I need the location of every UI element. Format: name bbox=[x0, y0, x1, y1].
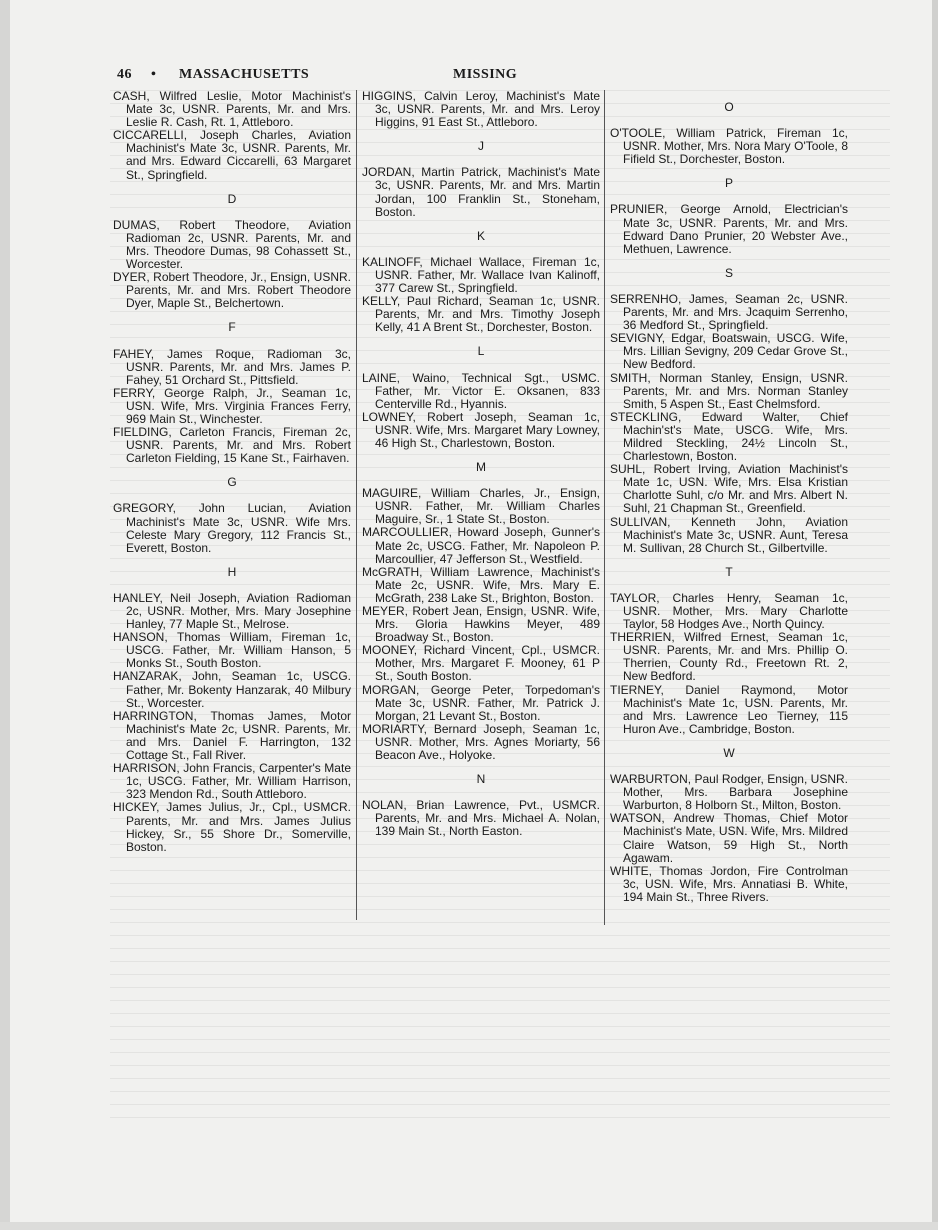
casualty-entry: CICCARELLI, Joseph Charles, Aviation Machinist's Mate 3c, USNR. Parents, Mr. and Mrs. Edward Ciccarelli, 63 Margaret St., Springfield. bbox=[113, 128, 351, 182]
alphabet-heading: K bbox=[476, 228, 485, 243]
casualty-entry: JORDAN, Martin Patrick, Machinist's Mate 3c, USNR. Parents, Mr. and Mrs. Martin Jordan, 100 Franklin St., Stoneham, Boston. bbox=[362, 165, 600, 219]
casualty-entry: HANSON, Thomas William, Fireman 1c, USCG. Father, Mr. William Hanson, 5 Monks St., South Boston. bbox=[113, 630, 351, 671]
casualty-entry: HARRISON, John Francis, Carpenter's Mate 1c, USCG. Father, Mr. William Harrison, 323 Mendon Rd., South Attleboro. bbox=[113, 761, 351, 802]
casualty-entry: TAYLOR, Charles Henry, Seaman 1c, USNR. Mother, Mrs. Mary Charlotte Taylor, 58 Hodges Ave., North Quincy. bbox=[610, 590, 848, 632]
casualty-entry: MORGAN, George Peter, Torpedoman's Mate 3c, USNR. Father, Mr. Patrick J. Morgan, 21 Levant St., Boston. bbox=[362, 682, 600, 723]
casualty-entry: NOLAN, Brian Lawrence, Pvt., USMCR. Parents, Mr. and Mrs. Michael A. Nolan, 139 Main St., North Easton. bbox=[362, 798, 600, 839]
header-bullet: • bbox=[151, 67, 157, 82]
casualty-entry: SERRENHO, James, Seaman 2c, USNR. Parents, Mr. and Mrs. Jcaquim Serrenho, 36 Medford St., Springfield. bbox=[610, 291, 848, 333]
alphabet-heading: S bbox=[724, 265, 733, 280]
casualty-entry: FIELDING, Carleton Francis, Fireman 2c, USNR. Parents, Mr. and Mrs. Robert Carleton Fielding, 15 Kane St., Fairhaven. bbox=[113, 425, 351, 466]
casualty-entry: SMITH, Norman Stanley, Ensign, USNR. Parents, Mr. and Mrs. Norman Stanley Smith, 5 Aspen St., East Chelmsford. bbox=[610, 370, 848, 411]
casualty-entry: FERRY, George Ralph, Jr., Seaman 1c, USN. Wife, Mrs. Virginia Frances Ferry, 969 Main St., Winchester. bbox=[113, 385, 351, 426]
alphabet-heading: W bbox=[723, 745, 735, 760]
page-header bbox=[113, 67, 883, 85]
casualty-entry: MAGUIRE, William Charles, Jr., Ensign, USNR. Father, Mr. William Charles Maguire, Sr., 1 State St., Boston. bbox=[362, 486, 600, 527]
casualty-entry: KELLY, Paul Richard, Seaman 1c, USNR. Parents, Mr. and Mrs. Timothy Joseph Kelly, 41 A Brent St., Dorchester, Boston. bbox=[362, 294, 600, 335]
scan-left-edge bbox=[0, 0, 10, 1230]
alphabet-heading: M bbox=[476, 460, 486, 475]
casualty-entry: LOWNEY, Robert Joseph, Seaman 1c, USNR. Wife, Mrs. Margaret Mary Lowney, 46 High St., Charlestown, Boston. bbox=[362, 409, 600, 450]
casualty-entry: HIGGINS, Calvin Leroy, Machinist's Mate 3c, USNR. Parents, Mr. and Mrs. Leroy Higgins, 91 East St., Attleboro. bbox=[362, 89, 600, 130]
casualty-entry: LAINE, Waino, Technical Sgt., USMC. Father, Mr. Victor E. Oksanen, 833 Centerville Rd., Hyannis. bbox=[362, 370, 600, 411]
casualty-entry: DUMAS, Robert Theodore, Aviation Radioman 2c, USNR. Parents, Mr. and Mrs. Theodore Dumas, 98 Cohassett St., Worcester. bbox=[113, 217, 351, 272]
casualty-entry: CASH, Wilfred Leslie, Motor Machinist's Mate 3c, USNR. Parents, Mr. and Mrs. Leslie R. Cash, Rt. 1, Attleboro. bbox=[113, 89, 351, 130]
casualty-entry: MORIARTY, Bernard Joseph, Seaman 1c, USNR. Mother, Mrs. Agnes Moriarty, 56 Beacon Ave., Holyoke. bbox=[362, 721, 600, 763]
casualty-entry: SUHL, Robert Irving, Aviation Machinist's Mate 1c, USN. Wife, Mrs. Elsa Kristian Charlotte Suhl, c/o Mr. and Mrs. Albert N. Suhl, 21 Chapman St., Greenfield. bbox=[610, 462, 848, 516]
casualty-entry: TIERNEY, Daniel Raymond, Motor Machinist's Mate 1c, USN. Parents, Mr. and Mrs. Lawrence Leo Tierney, 115 Huron Ave., Cambridge, Boston. bbox=[610, 682, 848, 736]
alphabet-heading: F bbox=[228, 320, 236, 335]
casualty-entry: KALINOFF, Michael Wallace, Fireman 1c, USNR. Father, Mr. Wallace Ivan Kalinoff, 377 Carew St., Springfield. bbox=[362, 254, 600, 296]
casualty-entry: THERRIEN, Wilfred Ernest, Seaman 1c, USNR. Parents, Mr. and Mrs. Phillip O. Therrien, County Rd., Freetown Rt. 2, New Bedford. bbox=[610, 630, 848, 684]
alphabet-heading: L bbox=[477, 344, 485, 359]
casualty-entry: GREGORY, John Lucian, Aviation Machinist's Mate 3c, USNR. Wife Mrs. Celeste Mary Gregory, 112 Francis St., Everett, Boston. bbox=[113, 501, 351, 555]
casualty-entry: STECKLING, Edward Walter, Chief Machin'st's Mate, USCG. Wife, Mrs. Mildred Steckling, 24½ Lincoln St., Charlestown, Boston. bbox=[610, 409, 848, 464]
column-2 bbox=[362, 90, 600, 839]
casualty-entry: PRUNIER, George Arnold, Electrician's Mate 3c, USNR. Parents, Mr. and Mrs. Edward Dano Prunier, 20 Webster Ave., Methuen, Lawrence. bbox=[610, 202, 848, 256]
casualty-entry: MARCOULLIER, Howard Joseph, Gunner's Mate 2c, USCG. Father, Mr. Napoleon P. Marcoullier, 47 Jefferson St., Westfield. bbox=[362, 525, 600, 566]
casualty-entry: McGRATH, William Lawrence, Machinist's Mate 2c, USNR. Wife, Mrs. Mary E. McGrath, 238 Lake St., Brighton, Boston. bbox=[362, 564, 600, 605]
casualty-entry: WATSON, Andrew Thomas, Chief Motor Machinist's Mate, USN. Wife, Mrs. Mildred Claire Watson, 59 High St., North Agawam. bbox=[610, 811, 848, 865]
casualty-entry: MOONEY, Richard Vincent, Cpl., USMCR. Mother, Mrs. Margaret F. Mooney, 61 P St., South Boston. bbox=[362, 643, 600, 684]
scan-right-edge bbox=[932, 0, 938, 1230]
casualty-entry: DYER, Robert Theodore, Jr., Ensign, USNR. Parents, Mr. and Mrs. Robert Theodore Dyer, Maple St., Belchertown. bbox=[113, 270, 351, 311]
alphabet-heading: N bbox=[476, 772, 486, 787]
column-1 bbox=[113, 90, 351, 854]
casualty-entry: O'TOOLE, William Patrick, Fireman 1c, USNR. Mother, Mrs. Nora Mary O'Toole, 8 Fifield St., Dorchester, Boston. bbox=[610, 126, 848, 167]
page-number: 46 bbox=[117, 67, 132, 82]
casualty-entry: HICKEY, James Julius, Jr., Cpl., USMCR. Parents, Mr. and Mrs. James Julius Hickey, Sr., 55 Shore Dr., Somerville, Boston. bbox=[113, 800, 351, 854]
scan-bottom-edge bbox=[0, 1222, 938, 1230]
alphabet-heading: J bbox=[478, 139, 484, 154]
alphabet-heading: H bbox=[227, 564, 237, 579]
casualty-entry: MEYER, Robert Jean, Ensign, USNR. Wife, Mrs. Gloria Hawkins Meyer, 489 Broadway St., Boston. bbox=[362, 604, 600, 645]
casualty-entry: SULLIVAN, Kenneth John, Aviation Machinist's Mate 3c, USNR. Aunt, Teresa M. Sullivan, 28 Church St., Gilbertville. bbox=[610, 514, 848, 555]
section-title: MISSING bbox=[453, 67, 518, 82]
casualty-entry: HANLEY, Neil Joseph, Aviation Radioman 2c, USNR. Mother, Mrs. Mary Josephine Hanley, 77 Maple St., Melrose. bbox=[113, 590, 351, 632]
casualty-entry: FAHEY, James Roque, Radioman 3c, USNR. Parents, Mr. and Mrs. James P. Fahey, 51 Orchard St., Pittsfield. bbox=[113, 346, 351, 387]
casualty-entry: SEVIGNY, Edgar, Boatswain, USCG. Wife, Mrs. Lillian Sevigny, 209 Cedar Grove St., New Bedford. bbox=[610, 331, 848, 372]
casualty-entry: HARRINGTON, Thomas James, Motor Machinist's Mate 2c, USNR. Parents, Mr. and Mrs. Daniel F. Harrington, 132 Cottage St., Fall River. bbox=[113, 708, 351, 763]
casualty-entry: WARBURTON, Paul Rodger, Ensign, USNR. Mother, Mrs. Barbara Josephine Warburton, 8 Holborn St., Milton, Boston. bbox=[610, 772, 848, 813]
column-divider bbox=[356, 90, 357, 920]
alphabet-heading: P bbox=[724, 176, 733, 191]
casualty-entry: HANZARAK, John, Seaman 1c, USCG. Father, Mr. Bokenty Hanzarak, 40 Milbury St., Worcester. bbox=[113, 669, 351, 710]
alphabet-heading: D bbox=[227, 191, 237, 206]
state-title: MASSACHUSETTS bbox=[179, 67, 310, 82]
column-divider bbox=[604, 90, 605, 925]
casualty-entry: WHITE, Thomas Jordon, Fire Controlman 3c, USN. Wife, Mrs. Annatiasi B. White, 194 Main St., Three Rivers. bbox=[610, 863, 848, 904]
alphabet-heading: T bbox=[725, 564, 733, 579]
alphabet-heading: G bbox=[227, 475, 237, 490]
alphabet-heading: O bbox=[724, 100, 734, 114]
column-3 bbox=[610, 90, 848, 904]
